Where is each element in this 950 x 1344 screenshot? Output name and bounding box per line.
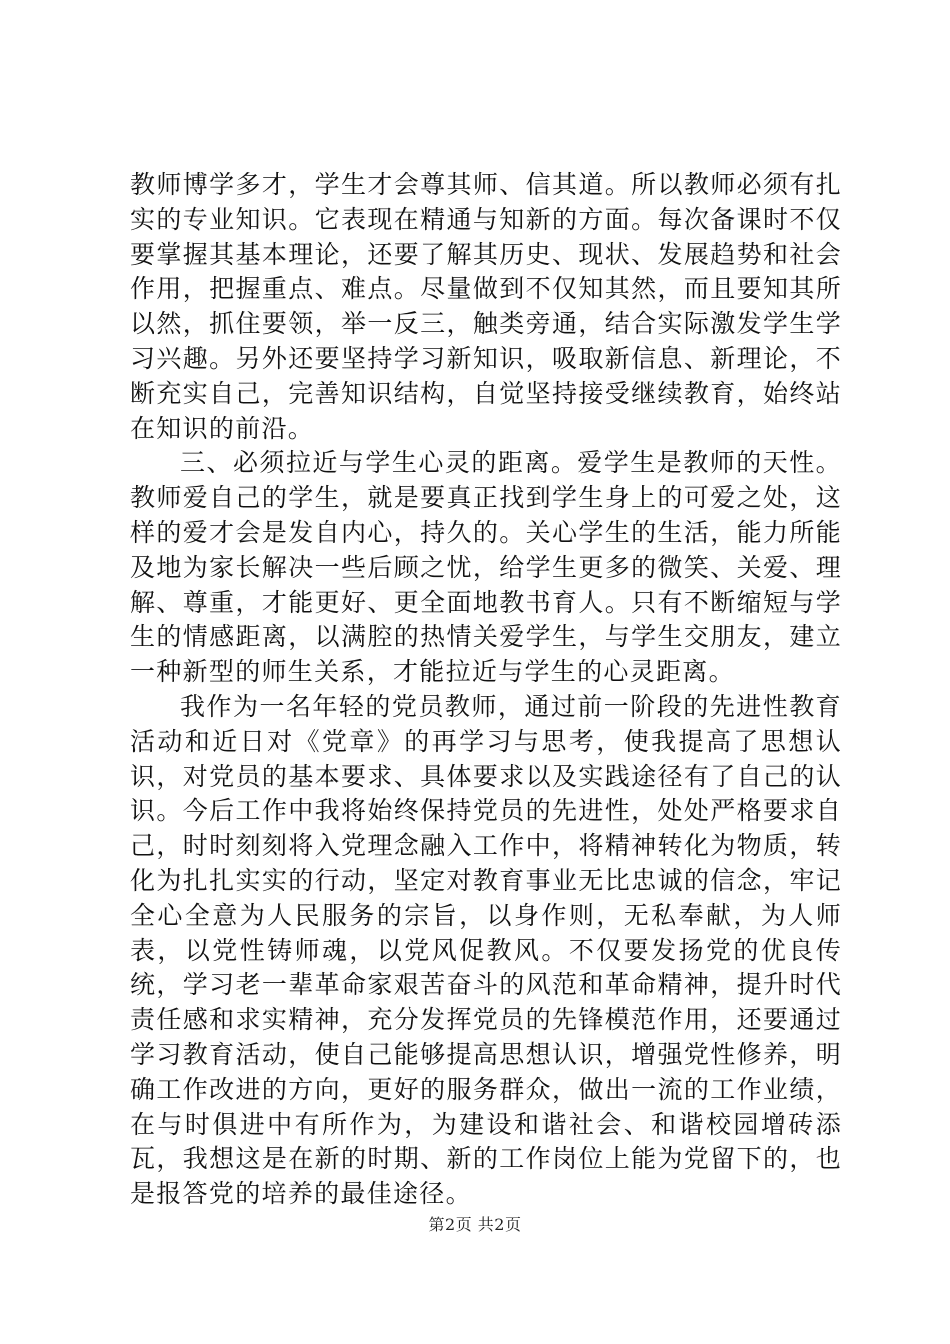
paragraph-continuation: 教师博学多才，学生才会尊其师、信其道。所以教师必须有扎实的专业知识。它表现在精通与知新的方面。每次备课时不仅要掌握其基本理论，还要了解其历史、现状、发展趋势和社会作用，把握重点、难点。尽量做到不仅知其然，而且要知其所以然，抓住要领，举一反三，触类旁通，结合实际激发学生学习兴趣。另外还要坚持学习新知识，吸取新信息、新理论，不断充实自己，完善知识结构，自觉坚持接受继续教育，始终站在知识的前沿。: [130, 170, 842, 443]
page-number-footer: 第2页 共2页: [428, 1215, 522, 1234]
document-body: [130, 168, 842, 1212]
paragraph-section-three: 三、必须拉近与学生心灵的距离。爱学生是教师的天性。教师爱自己的学生，就是要真正找到学生身上的可爱之处，这样的爱才会是发自内心，持久的。关心学生的生活，能力所能及地为家长解决一些后顾之忧，给学生更多的微笑、关爱、理解、尊重，才能更好、更全面地教书育人。只有不断缩短与学生的情感距离，以满腔的热情关爱学生，与学生交朋友，建立一种新型的师生关系，才能拉近与学生的心灵距离。: [130, 448, 842, 687]
paragraph-conclusion: 我作为一名年轻的党员教师，通过前一阶段的先进性教育活动和近日对《党章》的再学习与思考，使我提高了思想认识，对党员的基本要求、具体要求以及实践途径有了自己的认识。今后工作中我将始终保持党员的先进性，处处严格要求自己，时时刻刻将入党理念融入工作中，将精神转化为物质，转化为扎扎实实的行动，坚定对教育事业无比忠诚的信念，牢记全心全意为人民服务的宗旨，以身作则，无私奉献，为人师表，以党性铸师魂，以党风促教风。不仅要发扬党的优良传统，学习老一辈革命家艰苦奋斗的风范和革命精神，提升时代责任感和求实精神，充分发挥党员的先锋模范作用，还要通过学习教育活动，使自己能够提高思想认识，增强党性修养，明确工作改进的方向，更好的服务群众，做出一流的工作业绩，在与时俱进中有所作为，为建设和谐社会、和谐校园增砖添瓦，我想这是在新的时期、新的工作岗位上能为党留下的，也是报答党的培养的最佳途径。: [130, 691, 842, 1209]
